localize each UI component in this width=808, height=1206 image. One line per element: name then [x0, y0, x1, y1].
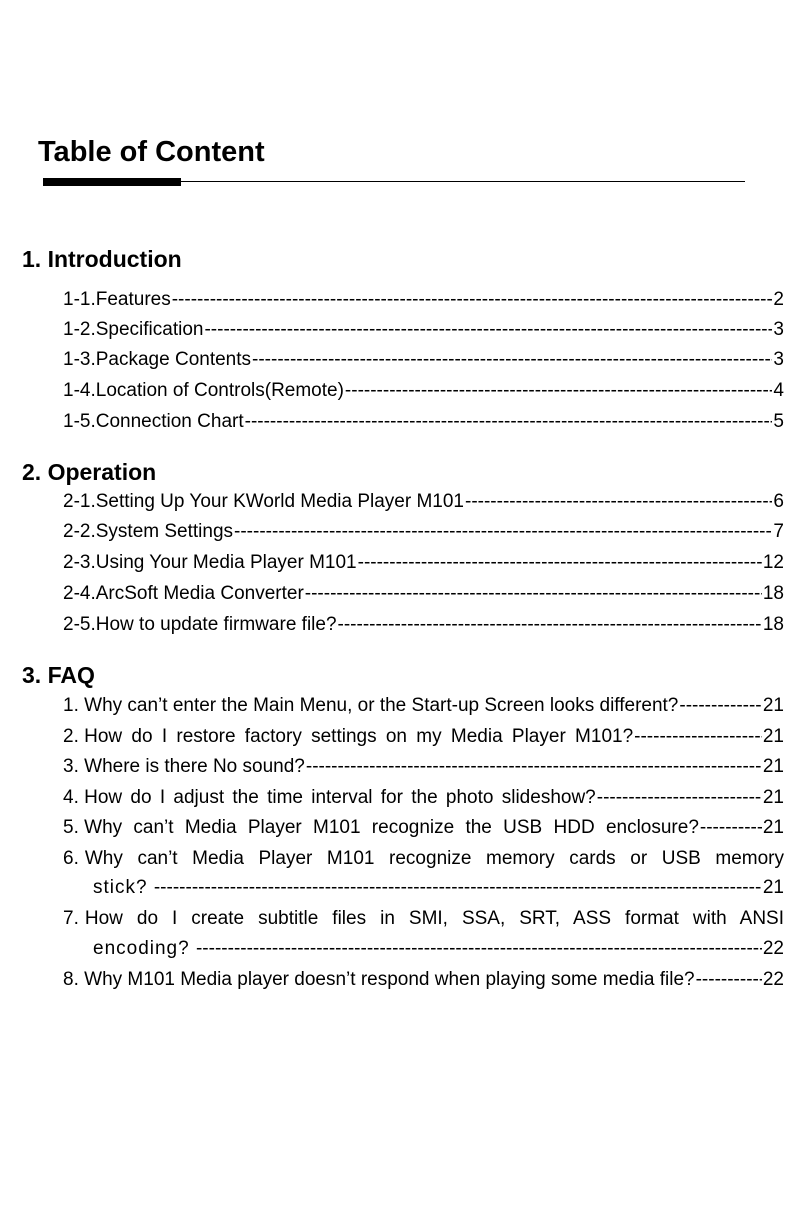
- toc-entry-number: 2-5.: [63, 614, 96, 635]
- toc-leader: [204, 318, 772, 342]
- toc-leader: [679, 694, 761, 718]
- toc-entry-label: Setting Up Your KWorld Media Player M101: [95, 491, 464, 512]
- toc-entry-system-settings[interactable]: [63, 520, 784, 544]
- toc-entry-number: 4.: [63, 787, 79, 808]
- section-heading-faq: 3. FAQ: [22, 662, 95, 688]
- toc-entry-features[interactable]: [63, 288, 784, 312]
- toc-entry-number: 5.: [63, 817, 79, 838]
- toc-entry-package-contents[interactable]: [63, 348, 784, 372]
- page-title: Table of Content: [38, 136, 265, 168]
- toc-entry-page: 6: [773, 491, 784, 512]
- toc-entry-page: 18: [762, 583, 784, 604]
- toc-entry-number: 1-5.: [63, 411, 96, 432]
- toc-entry-number: 6.: [63, 848, 79, 869]
- toc-entry-number: 2-1.: [63, 491, 96, 512]
- toc-entry-page: 2: [773, 289, 784, 310]
- toc-leader: [465, 490, 772, 514]
- toc-leader: [154, 876, 762, 900]
- toc-entry-faq-5[interactable]: [63, 816, 784, 840]
- toc-entry-page: 12: [762, 552, 784, 573]
- toc-entry-page: 22: [762, 938, 784, 959]
- toc-entry-number: 1-3.: [63, 349, 96, 370]
- toc-entry-label: How do I restore factory settings on my Media Player M101?: [84, 726, 634, 747]
- toc-entry-page: 21: [762, 756, 784, 777]
- toc-leader: [700, 816, 762, 840]
- toc-entry-page: 22: [762, 969, 784, 990]
- toc-entry-label: ArcSoft Media Converter: [95, 583, 304, 604]
- toc-entry-faq-2[interactable]: [63, 725, 784, 749]
- toc-entry-connection-chart[interactable]: [63, 410, 784, 434]
- toc-entry-number: 2-3.: [63, 552, 96, 573]
- toc-entry-page: 3: [773, 319, 784, 340]
- toc-entry-arcsoft-converter[interactable]: [63, 582, 784, 606]
- toc-entry-faq-6-continued[interactable]: [93, 876, 784, 900]
- toc-entry-label: Where is there No sound?: [84, 756, 305, 777]
- toc-leader: [172, 288, 773, 312]
- toc-entry-number: 8.: [63, 969, 79, 990]
- toc-leader: [345, 379, 773, 403]
- toc-entry-location-of-controls[interactable]: [63, 379, 784, 403]
- toc-entry-label: Features: [95, 289, 171, 310]
- toc-entry-number: 3.: [63, 756, 79, 777]
- toc-entry-label-continued: encoding?: [93, 938, 190, 959]
- section-heading-introduction: 1. Introduction: [22, 246, 182, 272]
- toc-entry-label: How do I adjust the time interval for the photo slideshow?: [84, 787, 596, 808]
- toc-entry-using-media-player[interactable]: [63, 551, 784, 575]
- toc-entry-faq-7-continued[interactable]: [93, 937, 784, 961]
- toc-entry-faq-7[interactable]: [63, 907, 784, 931]
- toc-entry-number: 2-4.: [63, 583, 96, 604]
- toc-leader: [245, 410, 773, 434]
- toc-entry-number: 1-1.: [63, 289, 96, 310]
- toc-leader: [634, 725, 762, 749]
- toc-entry-page: 21: [762, 695, 784, 716]
- toc-entry-page: 18: [762, 614, 784, 635]
- toc-entry-faq-8[interactable]: [63, 968, 784, 992]
- toc-leader: [305, 582, 762, 606]
- toc-entry-label: Specification: [95, 319, 204, 340]
- toc-entry-label: Package Contents: [95, 349, 252, 370]
- toc-entry-number: 2-2.: [63, 521, 96, 542]
- toc-entry-label: How do I create subtitle files in SMI, SSA, SRT, ASS format with ANSI: [84, 908, 784, 929]
- toc-entry-label: System Settings: [95, 521, 234, 542]
- toc-entry-page: 3: [773, 349, 784, 370]
- toc-entry-number: 1-2.: [63, 319, 96, 340]
- toc-entry-label: Why can’t Media Player M101 recognize memory cards or USB memory: [84, 848, 784, 869]
- toc-leader: [696, 968, 762, 992]
- toc-leader: [306, 755, 762, 779]
- section-heading-operation: 2. Operation: [22, 459, 157, 485]
- toc-entry-faq-3[interactable]: [63, 755, 784, 779]
- toc-entry-page: 4: [773, 380, 784, 401]
- toc-entry-label: Why can’t enter the Main Menu, or the Start-up Screen looks different?: [84, 695, 679, 716]
- toc-leader: [196, 937, 762, 961]
- toc-entry-page: 21: [762, 817, 784, 838]
- toc-leader: [234, 520, 772, 544]
- toc-entry-page: 5: [773, 411, 784, 432]
- toc-entry-faq-4[interactable]: [63, 786, 784, 810]
- toc-entry-page: 21: [762, 726, 784, 747]
- toc-entry-number: 7.: [63, 908, 79, 929]
- toc-entry-label: Why M101 Media player doesn’t respond when playing some media file?: [84, 969, 695, 990]
- toc-entry-page: 21: [762, 877, 784, 898]
- toc-entry-label: How to update firmware file?: [95, 614, 337, 635]
- toc-leader: [358, 551, 762, 575]
- toc-leader: [597, 786, 762, 810]
- toc-entry-label: Using Your Media Player M101: [95, 552, 357, 573]
- toc-entry-label-continued: stick?: [93, 877, 148, 898]
- toc-entry-label: Location of Controls(Remote): [95, 380, 344, 401]
- toc-entry-number: 2.: [63, 726, 79, 747]
- toc-leader: [252, 348, 772, 372]
- toc-entry-setting-up[interactable]: [63, 490, 784, 514]
- toc-entry-page: 7: [773, 521, 784, 542]
- toc-entry-label: Why can’t Media Player M101 recognize the USB HDD enclosure?: [84, 817, 699, 838]
- toc-entry-faq-1[interactable]: [63, 694, 784, 718]
- toc-entry-update-firmware[interactable]: [63, 613, 784, 637]
- toc-entry-specification[interactable]: [63, 318, 784, 342]
- title-underline-accent: [43, 178, 181, 186]
- toc-entry-label: Connection Chart: [95, 411, 244, 432]
- toc-entry-number: 1.: [63, 695, 79, 716]
- toc-entry-faq-6[interactable]: [63, 847, 784, 871]
- toc-entry-number: 1-4.: [63, 380, 96, 401]
- toc-leader: [338, 613, 762, 637]
- toc-entry-page: 21: [762, 787, 784, 808]
